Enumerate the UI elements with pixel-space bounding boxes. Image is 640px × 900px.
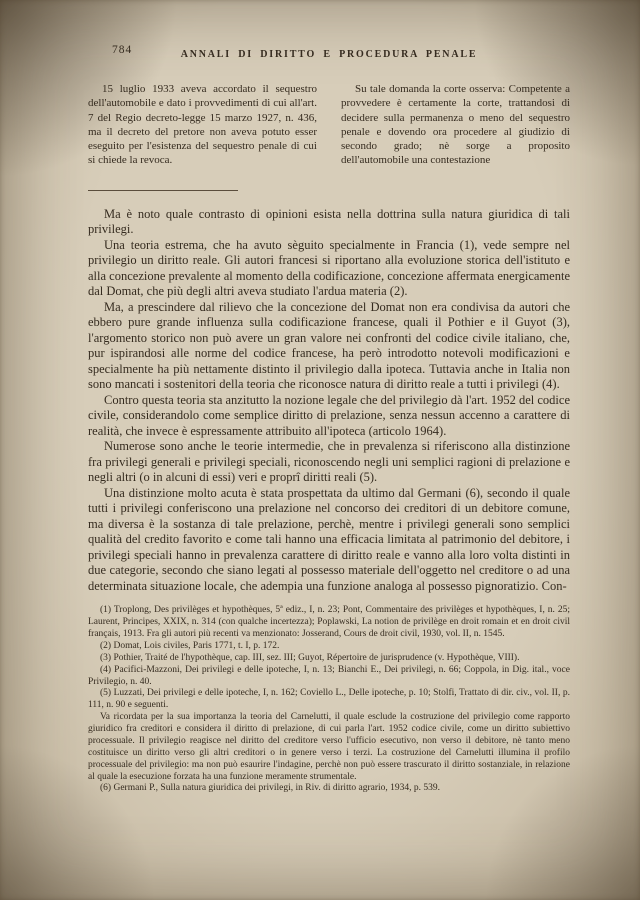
footnote: (6) Germani P., Sulla natura giuridica dei privilegi, in Riv. di diritto agrario, 1934, p. 539. <box>100 783 441 794</box>
footnotes-block <box>88 605 570 795</box>
body-paragraph: Ma, a prescindere dal rilievo che la concezione del Domat non era condivisa da autori che ebbero pure grande influenza sulla codificazione francese, quali il Pothier e il Guyot (3), l'argomento storico non può avere un gran valore nei confronti del codice civile italiano, che, pur ispirandosi alle norme del codice francese, ha però introdotto notevoli modificazioni e specialmente ha più nettamente distinto il privilegio dalla ipoteca. Tuttavia anche in Italia non sono mancati i sostenitori della teoria che riconosce natura di diritto reale a tutti i privilegi (4). <box>88 299 570 392</box>
journal-title: ANNALI DI DIRITTO E PROCEDURA PENALE <box>180 49 478 60</box>
footnote: (3) Pothier, Traité de l'hypothèque, cap. III, sez. III; Guyot, Répertoire de jurisprudence (v. Hypothèque, VIII). <box>100 652 520 663</box>
doctrinal-note-body <box>88 207 570 595</box>
body-paragraph: Una distinzione molto acuta è stata prospettata da ultimo dal Germani (6), secondo il quale tutti i privilegi conferiscono una prelazione nel concorso dei creditori di un debitore comune, ma diversa è la sostanza di tale prelazione, perchè, mentre i privilegi generali sono semplici qualità del credito favorito e come tali hanno una efficacia limitata al patrimonio del debitore, i privilegi speciali hanno in prevalenza carattere di diritto reale e vanno alla loro volta distinti in due categorie, secondo che siano legati al possesso materiale dell'oggetto nel creditore o ad una determinata situazione locale, che adempia una funzione analoga al possesso pignoratizio. Con- <box>88 485 570 593</box>
page-number: 784 <box>112 44 133 56</box>
section-divider <box>88 190 238 191</box>
body-paragraph: Numerose sono anche le teorie intermedie, che in prevalenza si riferiscono alla distinzione fra privilegi generali e privilegi speciali, riconoscendo negli uni semplici ragioni di prelazione e negli altri (o in alcuni di essi) veri e proprî diritti reali (5). <box>88 439 570 485</box>
footnote: (4) Pacifici-Mazzoni, Dei privilegi e delle ipoteche, I, n. 13; Bianchi E., Dei privilegi, n. 66; Coppola, in Dig. ital., voce Privilegio, n. 40. <box>88 664 570 687</box>
footnote: Va ricordata per la sua importanza la teoria del Carnelutti, il quale esclude la costruzione del privilegio come rapporto giuridico fra creditori e considera il diritto di prelazione, di cui parla l'art. 1952 codice civile, come un diritto subiettivo processuale. Il privilegio reagisce nel diritto del creditore verso l'ufficio esecutivo, non verso il debitore, nè tanto meno costituisce un diritto verso gli altri creditori o in genere verso i terzi. La costruzione del Carnelutti illumina il profilo processuale del privilegio: ma non può esaurire l'indagine, perchè non può essere trascurato il diritto sostanziale, in relazione al quale la esecuzione forzata ha una funzione meramente strumentale. <box>88 712 570 782</box>
footnote: (5) Luzzati, Dei privilegi e delle ipoteche, I, n. 162; Coviello L., Delle ipoteche, p. 10; Stolfi, Trattato di dir. civ., vol. II, p. 111, n. 90 e seguenti. <box>88 688 570 711</box>
body-paragraph: Ma è noto quale contrasto di opinioni esista nella dottrina sulla natura giuridica di tali privilegi. <box>88 206 570 237</box>
footnote: (2) Domat, Lois civiles, Paris 1771, t. I, p. 172. <box>100 640 280 651</box>
body-paragraph: Una teoria estrema, che ha avuto sèguito specialmente in Francia (1), vede sempre nel privilegio un diritto reale. Gli autori francesi si riportano alla evoluzione storica dell'istituto e alla concezione prevalente al momento della codificazione, concezione affermata energicamente dal Domat, che più degli altri aveva studiato l'ardua materia (2). <box>88 237 570 299</box>
page-header <box>88 44 570 58</box>
footnote: (1) Troplong, Des privilèges et hypothèques, 5ª ediz., I, n. 23; Pont, Commentaire des privilèges et hypothèques, I, n. 25; Laurent, Principes, XXIX, n. 314 (con qualche incertezza); Poplawski, La notion de privilège en droit romain et en droit civil français, 1913. Fra gli autori più recenti va menzionato: Josserand, Cours de droit civil, 1930, vol. II, n. 1545. <box>88 605 570 640</box>
body-paragraph: Contro questa teoria sta anzitutto la nozione legale che del privilegio dà l'art. 1952 del codice civile, considerandolo come semplice diritto di prelazione, senza nessun accenno a carattere di realità, che invece è espressamente attribuito all'ipoteca (articolo 1964). <box>88 392 570 438</box>
case-column-left: 15 luglio 1933 aveva accordato il sequestro dell'automobile e dato i provvedimenti di cui all'art. 7 del Regio decreto-legge 15 marzo 1927, n. 436, ma il decreto del pretore non aveva potuto esser eseguito per l'esistenza del sequestro penale di cui si chiede la revoca. <box>88 83 317 167</box>
case-text-columns <box>88 82 570 168</box>
case-column-right: Su tale domanda la corte osserva: Competente a provvedere è certamente la corte, trattandosi di decidere sulla permanenza o meno del sequestro penale e dovendo ora procedere al giudizio di secondo grado; nè sorge a proposito dell'automobile una contestazione <box>341 83 570 167</box>
